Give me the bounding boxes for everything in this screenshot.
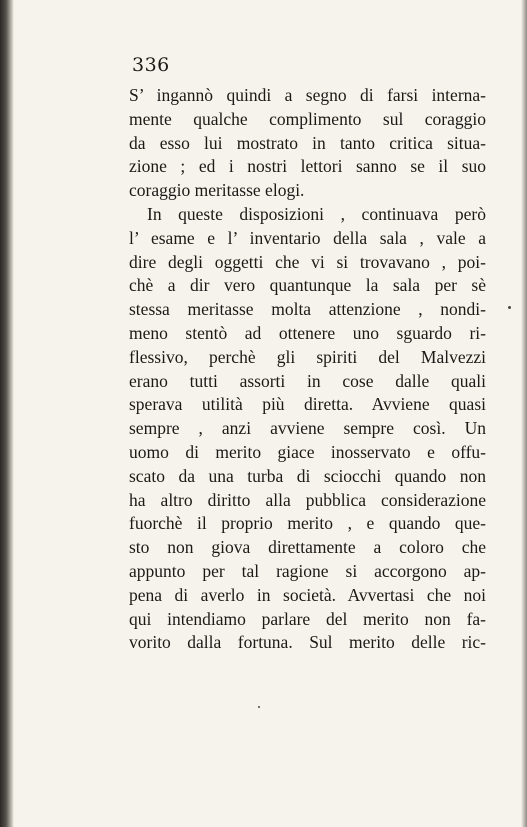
ink-speck [508,306,511,309]
text-line: stessa meritasse molta attenzione , nondi- [129,299,486,320]
text-line: fuorchè il proprio merito , e quando que- [129,513,486,534]
body-text [129,84,486,655]
text-line: In queste disposizioni , continuava però [147,203,486,224]
text-line: zione ; ed i nostri lettori sanno se il suo [129,156,486,177]
text-line: meno stentò ad ottenere uno sguardo ri- [129,322,486,343]
book-binding-edge [0,0,14,827]
text-line: pena di averlo in società. Avvertasi che noi [129,584,486,605]
text-line: appunto per tal ragione si accorgono ap- [129,560,486,581]
text-line: sperava utilità più diretta. Avviene quasi [129,394,486,415]
text-line: flessivo, perchè gli spiriti del Malvezzi [129,346,486,367]
text-line: qui intendiamo parlare del merito non fa- [129,608,486,629]
page-number: 336 [132,54,170,76]
text-line: dire degli oggetti che vi si trovavano , poi- [129,251,486,272]
text-line: chè a dir vero quantunque la sala per sè [129,275,486,296]
text-line: vorito dalla fortuna. Sul merito delle ric- [129,632,486,653]
page-right-edge [521,0,527,827]
ink-speck [258,706,260,708]
text-line: scato da una turba di sciocchi quando non [129,465,486,486]
text-line: coraggio meritasse elogi. [129,180,305,201]
text-line: l’ esame e l’ inventario della sala , vale a [129,227,486,248]
text-line: sto non giova direttamente a coloro che [129,537,486,558]
text-line: da esso lui mostrato in tanto critica situa- [129,132,486,153]
text-line: ha altro diritto alla pubblica considerazione [129,489,486,510]
text-line: erano tutti assorti in cose dalle quali [129,370,486,391]
text-line: sempre , anzi avviene sempre così. Un [129,418,486,439]
text-line: S’ ingannò quindi a segno di farsi interna- [129,85,486,105]
text-line: uomo di merito giace inosservato e offu- [129,441,486,462]
text-line: mente qualche complimento sul coraggio [129,108,486,129]
